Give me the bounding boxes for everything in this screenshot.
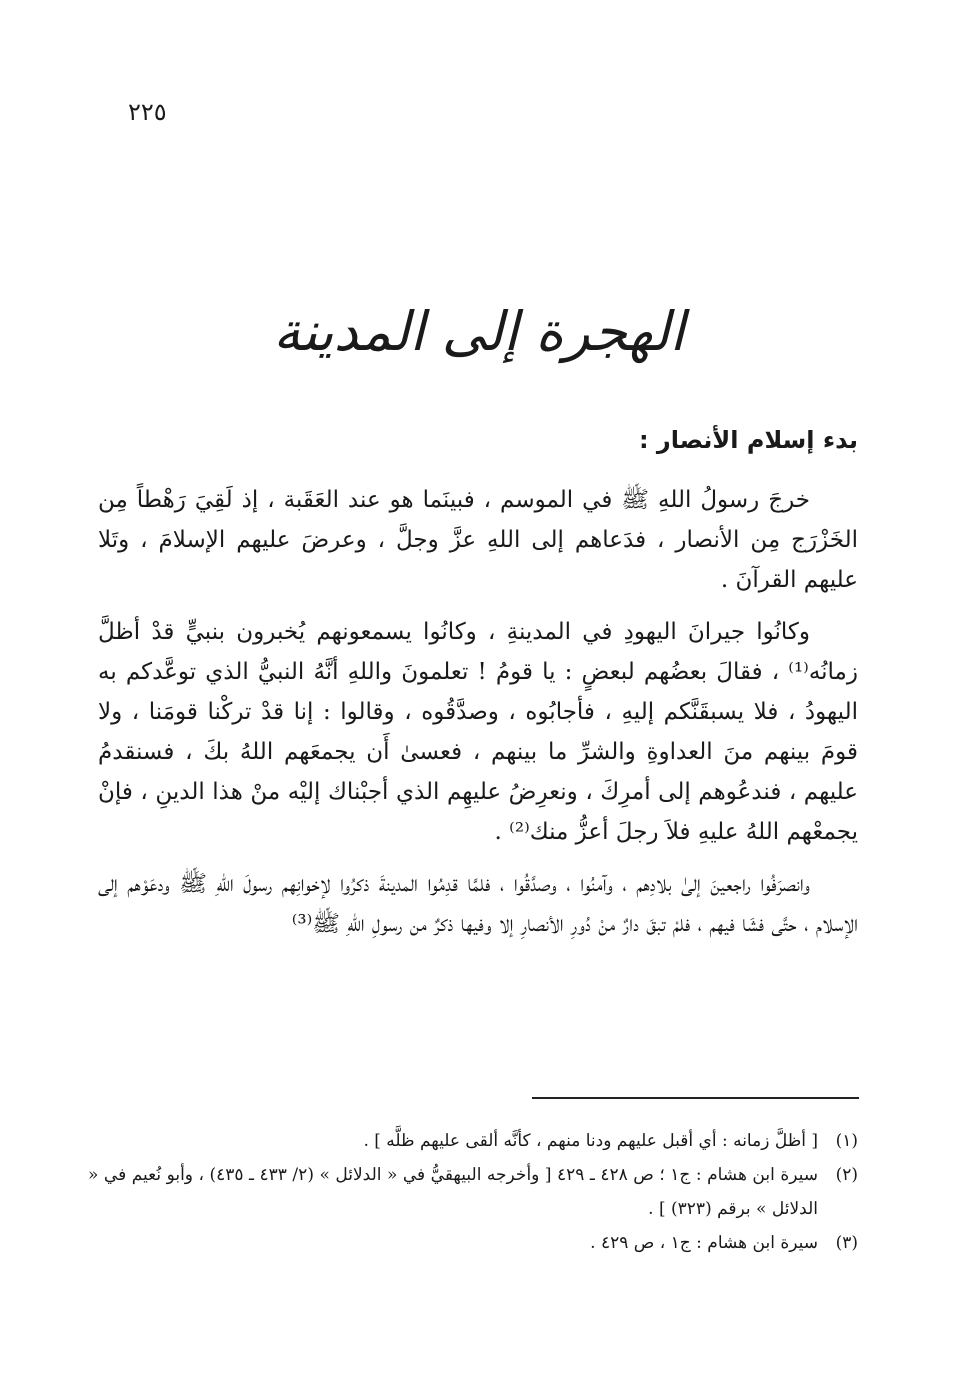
- footnote-number: (٣): [835, 1233, 858, 1253]
- footnote-3: [88, 1226, 858, 1260]
- chapter-title: الهجرة إلى المدينة: [273, 300, 685, 363]
- footnotes: [88, 1124, 858, 1260]
- paragraph-1: خرجَ رسولُ اللهِ ﷺ في الموسم ، فبينَما هو عند العَقَبة ، إذ لَقِيَ رَهْطاً مِن الخَزْرَج مِن الأنصار ، فدَعاهم إلى اللهِ عزَّ وجلَّ ، وعرضَ عليهم الإسلامَ ، وتَلا عليهم القرآنَ .: [98, 487, 858, 593]
- page-number: ٢٢٥: [128, 98, 167, 126]
- footnote-2: [88, 1158, 858, 1226]
- footnote-text: سيرة ابن هشام : ج١ ، ص ٤٢٩ .: [590, 1233, 818, 1253]
- section-heading: بدء إسلام الأنصار :: [638, 426, 858, 454]
- footnote-text: سيرة ابن هشام : ج١ ؛ ص ٤٢٨ ـ ٤٢٩ [ وأخرجه البيهقيُّ في « الدلائل » (٢/ ٤٣٣ ـ ٤٣٥) ، وأبو نُعيم في « الدلائل » برقم (٣٢٣) ] .: [88, 1165, 818, 1219]
- footnote-1: [88, 1124, 858, 1158]
- footnote-divider: [532, 1097, 859, 1099]
- footnote-number: (٢): [835, 1165, 858, 1185]
- footnote-number: (١): [835, 1131, 858, 1151]
- body-text: [98, 480, 858, 956]
- footnote-text: [ أظلَّ زمانه : أي أقبل عليهم ودنا منهم ، كأنَّه ألقى عليهم ظلَّه ] .: [363, 1131, 818, 1151]
- paragraph-2: وكانُوا جيرانَ اليهودِ في المدينةِ ، وكانُوا يسمعونهم يُخبرون بنبيٍّ قدْ أظلَّ زمانُه⁽¹⁾ ، فقالَ بعضُهم لبعضٍ : يا قومُ ! تعلمونَ واللهِ أنَّهُ النبيُّ الذي توعَّدكم به اليهودُ ، فلا يسبقَنَّكم إليهِ ، فأجابُوه ، وصدَّقُوه ، وقالوا : إنا قدْ تركْنا قومَنا ، ولا قومَ بينهم منَ العداوةِ والشرِّ ما بينهم ، فعسىٰ أَن يجمعَهم اللهُ بكَ ، فسنقدمُ عليهم ، فندعُوهم إلى أمرِكَ ، ونعرِضُ عليهِم الذي أجبْناك إليْه منْ هذا الدينِ ، فإنْ يجمعْهم اللهُ عليهِ فلاَ رجلَ أعزُّ منك⁽²⁾ .: [98, 619, 858, 845]
- paragraph-3: وانصرَفُوا راجعينَ إلىٰ بلادِهم ، وآمنُوا ، وصدَّقُوا ، فلمَّا قدِمُوا المدينةَ ذكرُوا لإخوانِهم رسولَ اللهِ ﷺ ودعَوْهم إلى الإسلام ، حتَّى فشَا فيهم ، فلمْ تبقَ دارٌ منْ دُورِ الأنصارِ إلا وفيها ذكرٌ من رسولِ اللهِ ﷺ⁽³⁾: [98, 871, 858, 937]
